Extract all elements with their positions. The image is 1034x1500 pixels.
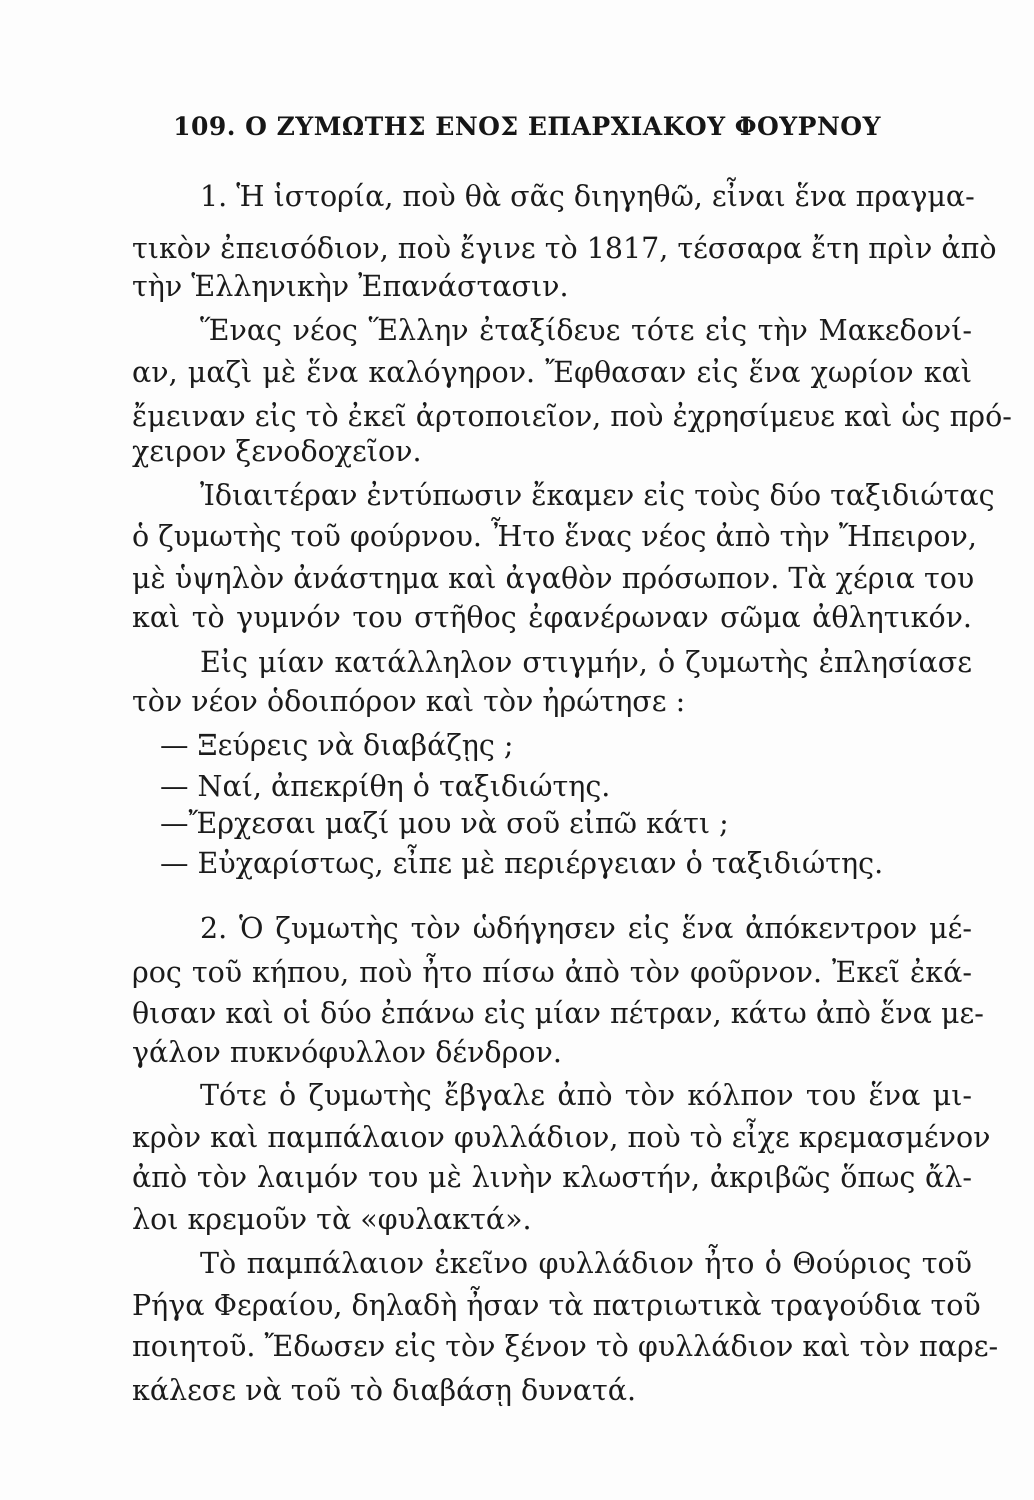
text-line-2: τικὸν ἐπεισόδιον, ποὺ ἔγινε τὸ 1817, τέσσαρα ἔτη πρὶν ἀπὸ — [132, 232, 997, 265]
text-line-7: χειρον ξενοδοχεῖον. — [132, 435, 422, 468]
dialogue-line-3: —Ἔρχεσαι μαζί μου νὰ σοῦ εἰπῶ κάτι ; — [160, 807, 729, 840]
text-line-21: γάλον πυκνόφυλλον δένδρον. — [132, 1036, 562, 1069]
text-line-24: ἀπὸ τὸν λαιμόν του μὲ λινὴν κλωστήν, ἀκριβῶς ὅπως ἄλ- — [132, 1161, 972, 1194]
text-line-12: Εἰς μίαν κατάλληλον στιγμήν, ὁ ζυμωτὴς ἐπλησίασε — [200, 646, 972, 679]
text-line-18: 2. Ὁ ζυμωτὴς τὸν ὡδήγησεν εἰς ἕνα ἀπόκεντρον μέ- — [200, 912, 972, 945]
text-line-11: καὶ τὸ γυμνόν του στῆθος ἐφανέρωναν σῶμα ἀθλητικόν. — [132, 601, 972, 634]
dialogue-line-4: — Εὐχαρίστως, εἶπε μὲ περιέργειαν ὁ ταξιδιώτης. — [160, 847, 884, 880]
text-line-1: 1. Ἡ ἱστορία, ποὺ θὰ σᾶς διηγηθῶ, εἶναι ἕνα πραγμα- — [200, 180, 975, 213]
text-line-23: κρὸν καὶ παμπάλαιον φυλλάδιον, ποὺ τὸ εἶχε κρεμασμένον — [132, 1121, 991, 1154]
text-line-22: Τότε ὁ ζυμωτὴς ἔβγαλε ἀπὸ τὸν κόλπον του ἕνα μι- — [200, 1079, 972, 1112]
dialogue-line-1: — Ξεύρεις νὰ διαβάζῃς ; — [160, 729, 514, 762]
text-line-25: λοι κρεμοῦν τὰ «φυλακτά». — [132, 1203, 532, 1236]
text-line-4: Ἕνας νέος Ἕλλην ἐταξίδευε τότε εἰς τὴν Μακεδονί- — [200, 314, 972, 347]
page-title: 109. Ο ΖΥΜΩΤΗΣ ΕΝΟΣ ΕΠΑΡΧΙΑΚΟΥ ΦΟΥΡΝΟΥ — [173, 112, 881, 141]
text-line-8: Ἰδιαιτέραν ἐντύπωσιν ἔκαμεν εἰς τοὺς δύο ταξιδιώτας — [200, 479, 995, 512]
text-line-27: Ρήγα Φεραίου, δηλαδὴ ἦσαν τὰ πατριωτικὰ τραγούδια τοῦ — [132, 1289, 981, 1322]
text-line-29: κάλεσε νὰ τοῦ τὸ διαβάσῃ δυνατά. — [132, 1374, 637, 1407]
dialogue-line-2: — Ναί, ἀπεκρίθη ὁ ταξιδιώτης. — [160, 770, 611, 803]
text-line-10: μὲ ὑψηλὸν ἀνάστημα καὶ ἀγαθὸν πρόσωπον. Τὰ χέρια του — [132, 562, 975, 595]
text-line-9: ὁ ζυμωτὴς τοῦ φούρνου. Ἦτο ἕνας νέος ἀπὸ τὴν Ἤπειρον, — [132, 520, 977, 553]
text-line-26: Τὸ παμπάλαιον ἐκεῖνο φυλλάδιον ἦτο ὁ Θούριος τοῦ — [200, 1247, 972, 1280]
text-line-20: θισαν καὶ οἱ δύο ἐπάνω εἰς μίαν πέτραν, κάτω ἀπὸ ἕνα με- — [132, 997, 984, 1030]
text-line-13: τὸν νέον ὁδοιπόρον καὶ τὸν ἠρώτησε : — [132, 685, 686, 718]
text-line-5: αν, μαζὶ μὲ ἕνα καλόγηρον. Ἔφθασαν εἰς ἕνα χωρίον καὶ — [132, 356, 972, 389]
text-line-19: ρος τοῦ κήπου, ποὺ ἦτο πίσω ἀπὸ τὸν φοῦρνον. Ἐκεῖ ἐκά- — [132, 956, 972, 989]
text-line-28: ποιητοῦ. Ἔδωσεν εἰς τὸν ξένον τὸ φυλλάδιον καὶ τὸν παρε- — [132, 1330, 999, 1363]
text-line-6: ἔμειναν εἰς τὸ ἐκεῖ ἀρτοποιεῖον, ποὺ ἐχρησίμευε καὶ ὡς πρό- — [132, 400, 1012, 433]
text-line-3: τὴν Ἑλληνικὴν Ἐπανάστασιν. — [132, 270, 569, 303]
